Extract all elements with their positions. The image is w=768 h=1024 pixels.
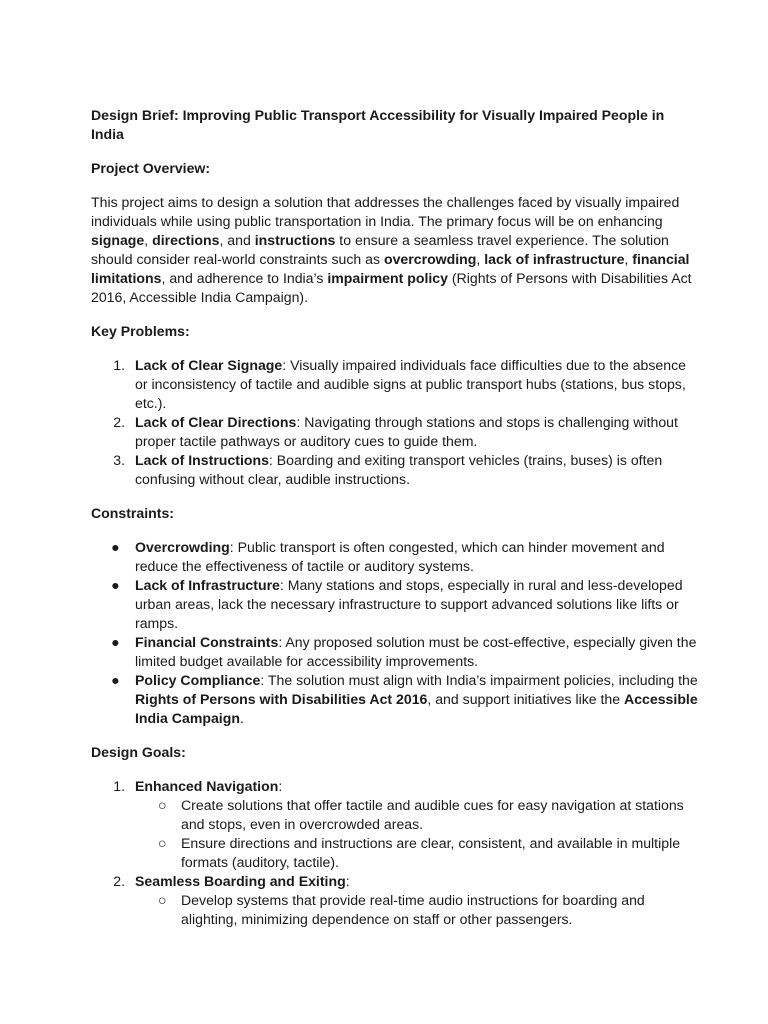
- bullet-marker: ●: [111, 672, 120, 688]
- text-run: : Navigating through stations and stops is challenging without proper tactile pathways or auditory cues to guide them.: [135, 414, 678, 449]
- list-item-text: [135, 577, 683, 631]
- text-run: ,: [624, 251, 633, 267]
- text-run: :: [278, 778, 283, 794]
- text-run: ,: [144, 232, 153, 248]
- problem-item: [91, 413, 698, 451]
- list-item-text: [135, 357, 686, 411]
- bold-text: Seamless Boarding and Exiting: [135, 873, 346, 889]
- goal-item: [91, 777, 698, 872]
- text-run: : Public transport is often congested, which can hinder movement and reduce the effectiveness of tactile or auditory systems.: [135, 539, 665, 574]
- bold-text: instructions: [254, 232, 336, 248]
- document-title: Design Brief: Improving Public Transport Accessibility for Visually Impaired People in India: [91, 107, 665, 142]
- text-run: .: [239, 710, 244, 726]
- sub-list-item: [135, 834, 698, 872]
- hollow-bullet-marker: ○: [158, 892, 167, 908]
- text-run: , and adherence to India’s: [161, 270, 328, 286]
- text-run: ,: [476, 251, 485, 267]
- key-problems-heading: Key Problems:: [91, 323, 190, 339]
- sub-list-item: [135, 891, 698, 929]
- bold-text: Financial Constraints: [135, 634, 279, 650]
- list-item-text: [135, 634, 696, 669]
- goal-item: [91, 872, 698, 929]
- bold-text: Overcrowding: [135, 539, 230, 555]
- list-number: 2.: [113, 414, 125, 430]
- bold-text: Lack of Instructions: [135, 452, 269, 468]
- text-run: : Many stations and stops, especially in rural and less-developed urban areas, lack the necessary infrastructure to support advanced solutions like lifts or ramps.: [135, 577, 683, 631]
- text-run: , and: [219, 232, 255, 248]
- problem-item: [91, 356, 698, 413]
- bold-text: directions: [152, 232, 220, 248]
- list-number: 2.: [113, 873, 125, 889]
- bold-text: lack of infrastructure: [484, 251, 625, 267]
- design-goals-heading: Design Goals:: [91, 744, 186, 760]
- text-run: : Visually impaired individuals face difficulties due to the absence or inconsistency of tactile and audible signs at public transport hubs (stations, bus stops, etc.).: [135, 357, 686, 411]
- sub-list-item-text: Develop systems that provide real-time audio instructions for boarding and alighting, minimizing dependence on staff or other passengers.: [181, 892, 645, 927]
- constraint-item: [91, 576, 698, 633]
- overview-heading: Project Overview:: [91, 160, 211, 176]
- list-item-text: [135, 452, 662, 487]
- bold-text: Rights of Persons with Disabilities Act 2016: [135, 691, 428, 707]
- list-number: 1.: [113, 778, 125, 794]
- bold-text: impairment policy: [327, 270, 448, 286]
- constraint-item: [91, 633, 698, 671]
- constraints-heading: Constraints:: [91, 505, 175, 521]
- text-run: : Boarding and exiting transport vehicles (trains, buses) is often confusing without clear, audible instructions.: [135, 452, 663, 487]
- bold-text: signage: [91, 232, 145, 248]
- text-run: (Rights of Persons with Disabilities Act 2016, Accessible India Campaign).: [91, 270, 692, 305]
- bold-text: Lack of Clear Directions: [135, 414, 297, 430]
- bold-text: overcrowding: [383, 251, 477, 267]
- problem-item: [91, 451, 698, 489]
- constraint-item: [91, 671, 698, 728]
- overview-paragraph: [91, 193, 698, 307]
- text-run: , and support initiatives like the: [427, 691, 625, 707]
- bold-text: Lack of Infrastructure: [135, 577, 280, 593]
- bullet-marker: ●: [111, 634, 120, 650]
- bold-text: financial limitations: [91, 251, 690, 286]
- text-run: : Any proposed solution must be cost-effective, especially given the limited budget available for accessibility improvements.: [135, 634, 697, 669]
- sub-list-item-text: Create solutions that offer tactile and audible cues for easy navigation at stations and stops, even in overcrowded areas.: [181, 797, 684, 832]
- bullet-marker: ●: [111, 577, 120, 593]
- design-goals-list: [91, 777, 698, 929]
- bold-text: Policy Compliance: [135, 672, 261, 688]
- list-number: 3.: [113, 452, 125, 468]
- bold-text: Enhanced Navigation: [135, 778, 279, 794]
- list-item-text: [135, 539, 665, 574]
- sub-list-item-text: Ensure directions and instructions are clear, consistent, and available in multiple formats (auditory, tactile).: [181, 835, 681, 870]
- list-item-text: [135, 414, 678, 449]
- text-run: to ensure a seamless travel experience. The solution should consider real-world constraints such as: [91, 232, 669, 267]
- hollow-bullet-marker: ○: [158, 797, 167, 813]
- list-number: 1.: [113, 357, 125, 373]
- sub-list: [135, 891, 698, 929]
- list-item-text: [135, 873, 350, 889]
- key-problems-list: [91, 356, 698, 489]
- bold-text: Accessible India Campaign: [135, 691, 698, 726]
- constraint-item: [91, 538, 698, 576]
- constraints-list: [91, 538, 698, 728]
- list-item-text: [135, 778, 282, 794]
- sub-list: [135, 796, 698, 872]
- text-run: : The solution must align with India’s impairment policies, including the: [260, 672, 698, 688]
- text-run: :: [345, 873, 350, 889]
- text-run: This project aims to design a solution that addresses the challenges faced by visually impaired individuals while using public transportation in India. The primary focus will be on enhancing: [91, 194, 680, 229]
- bold-text: Lack of Clear Signage: [135, 357, 283, 373]
- list-item-text: [135, 672, 698, 726]
- sub-list-item: [135, 796, 698, 834]
- bullet-marker: ●: [111, 539, 120, 555]
- hollow-bullet-marker: ○: [158, 835, 167, 851]
